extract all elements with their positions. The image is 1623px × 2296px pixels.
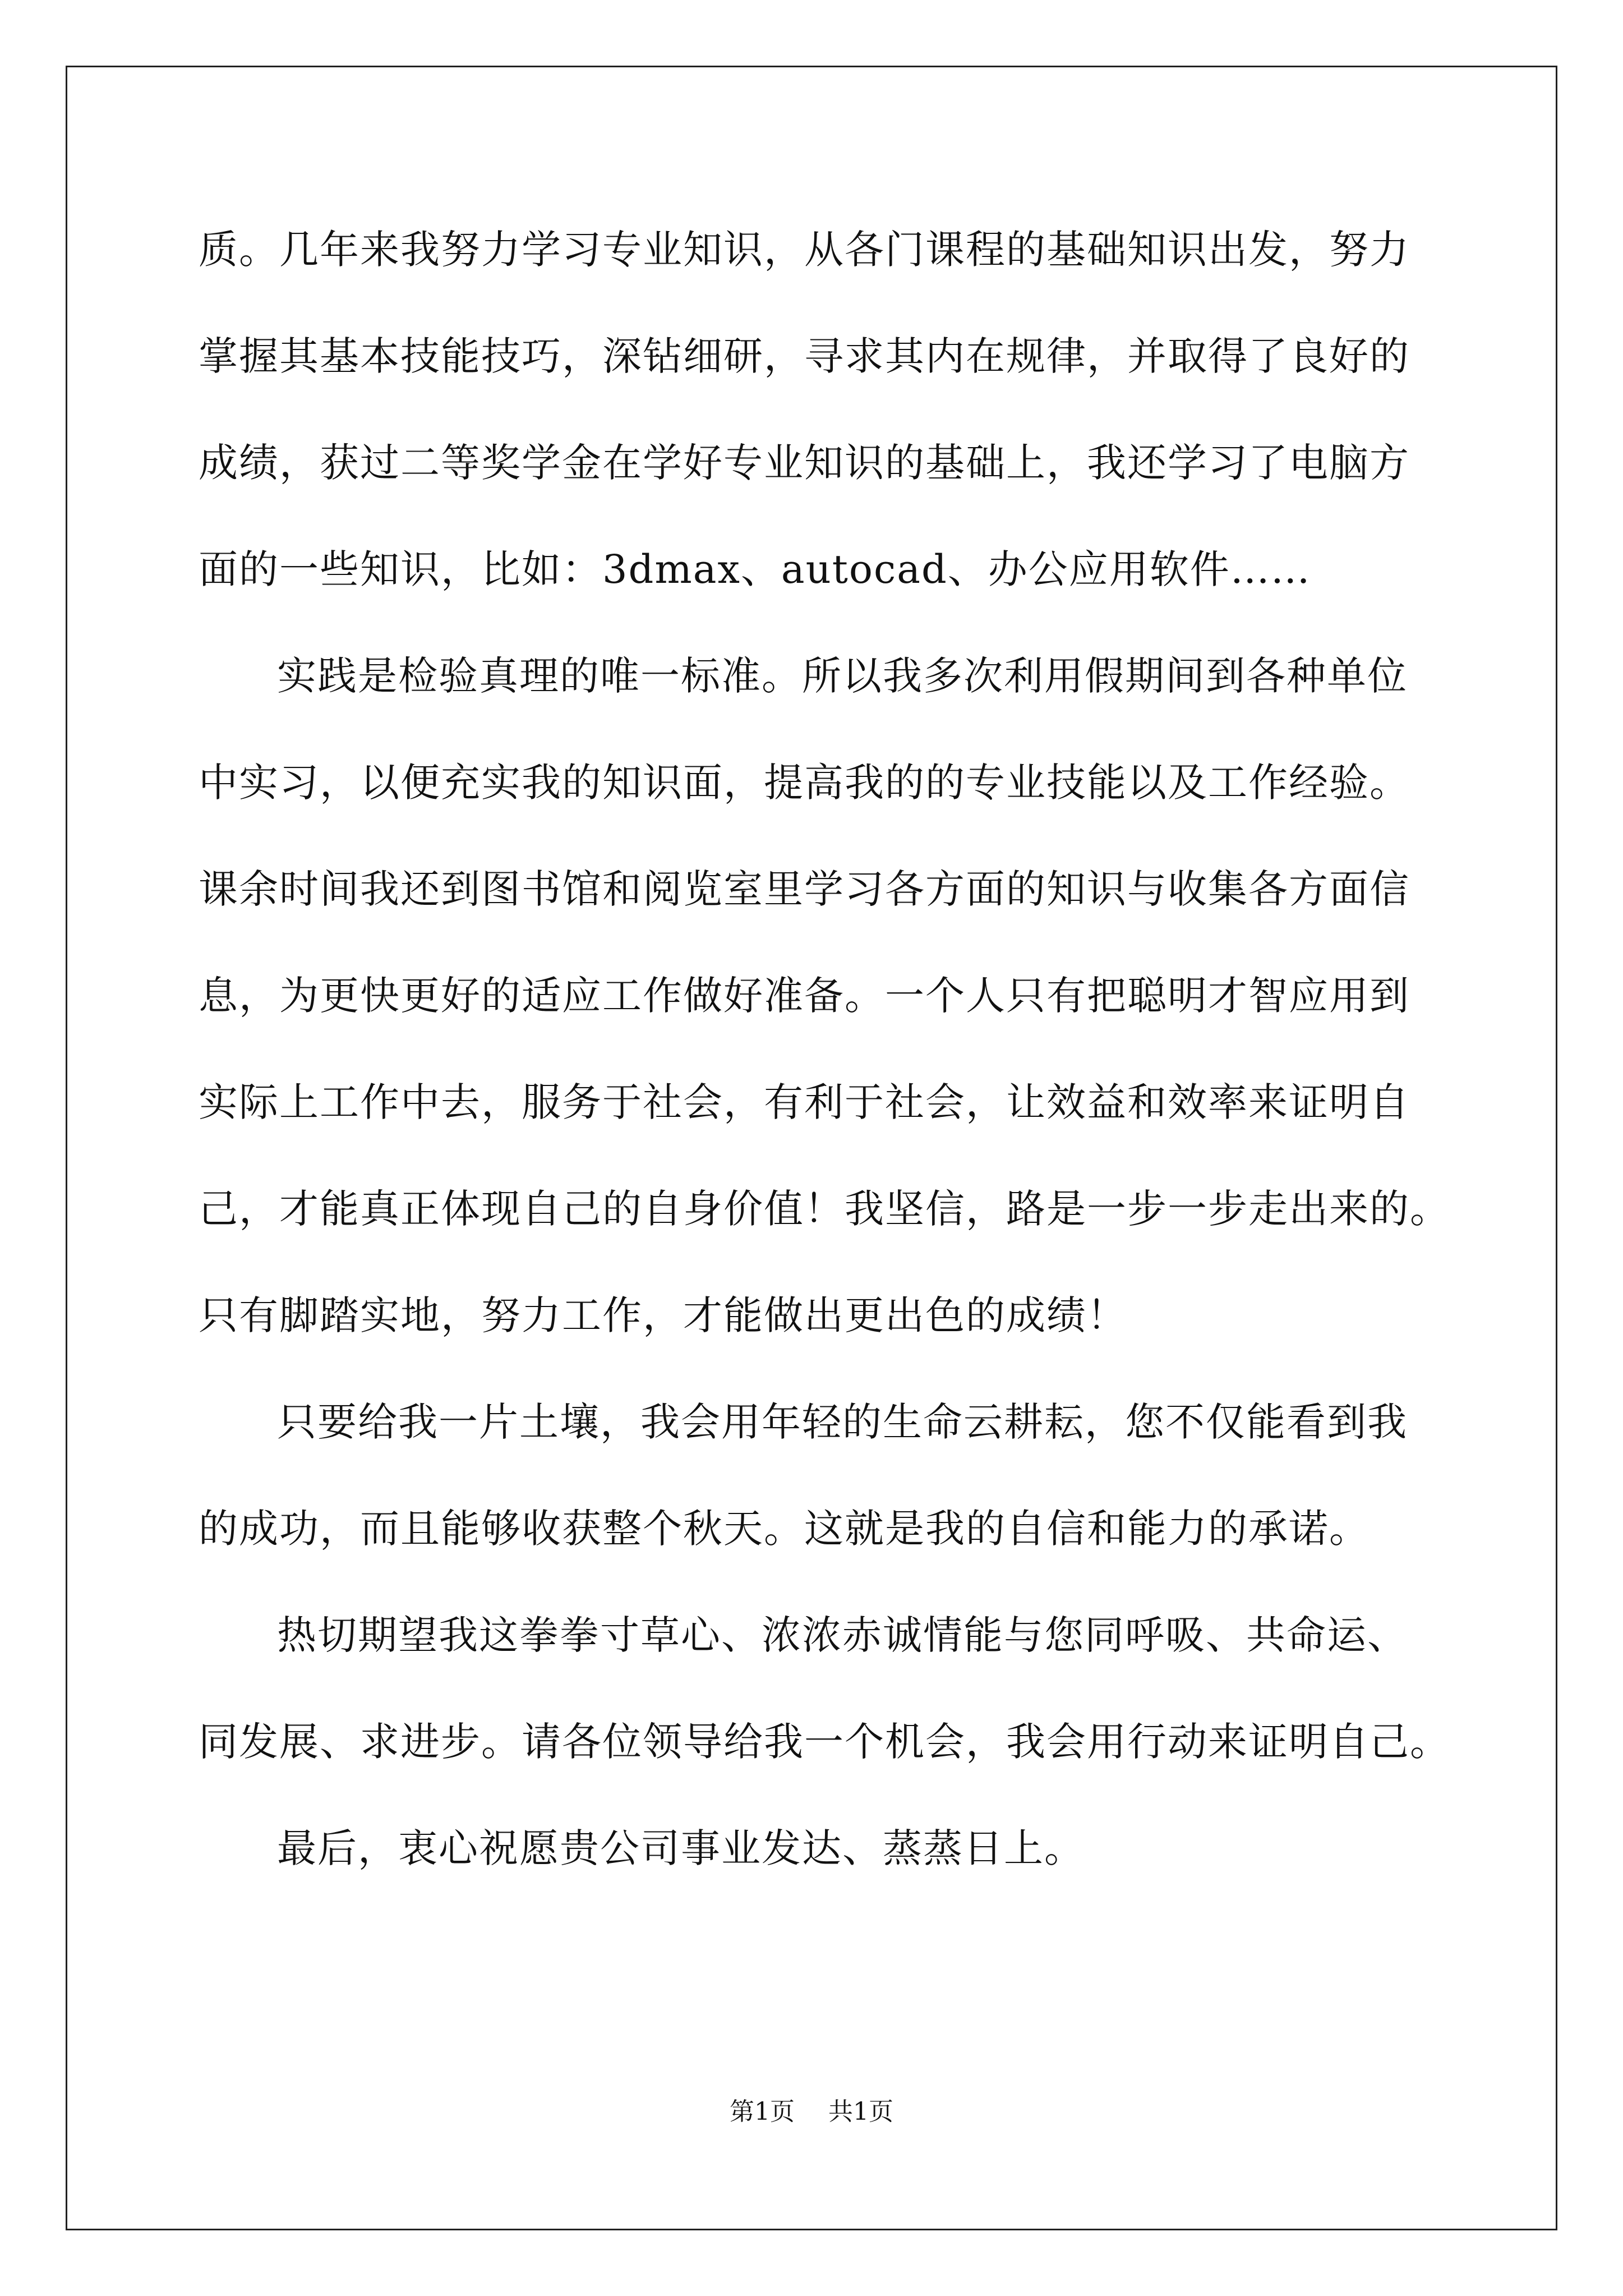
text-line: 掌握其基本技能技巧，深钻细研，寻求其内在规律，并取得了良好的 (199, 333, 1410, 379)
text-line: 的成功，而且能够收获整个秋天。这就是我的自信和能力的承诺。 (199, 1506, 1370, 1552)
text-line: 息，为更快更好的适应工作做好准备。一个人只有把聪明才智应用到 (199, 973, 1410, 1019)
text-line: 实际上工作中去，服务于社会，有利于社会，让效益和效率来证明自 (199, 1079, 1410, 1125)
page-footer (0, 2091, 1623, 2127)
text-line: 成绩，获过二等奖学金在学好专业知识的基础上，我还学习了电脑方 (199, 440, 1410, 486)
paragraph-start-line: 最后，衷心祝愿贵公司事业发达、蒸蒸日上。 (277, 1825, 1085, 1871)
text-line: 面的一些知识，比如：3dmax、autocad、办公应用软件…… (199, 546, 1311, 592)
page-total: 共1页 (828, 2097, 893, 2126)
paragraph-start-line: 只要给我一片土壤，我会用年轻的生命云耕耘，您不仅能看到我 (277, 1399, 1408, 1445)
text-line: 课余时间我还到图书馆和阅览室里学习各方面的知识与收集各方面信 (199, 866, 1410, 912)
page-number: 第1页 (730, 2097, 795, 2126)
paragraph-start-line: 热切期望我这拳拳寸草心、浓浓赤诚情能与您同呼吸、共命运、 (277, 1612, 1408, 1658)
text-line: 质。几年来我努力学习专业知识，从各门课程的基础知识出发，努力 (199, 227, 1410, 273)
text-line: 只有脚踏实地，努力工作，才能做出更出色的成绩！ (199, 1292, 1127, 1338)
paragraph-start-line: 实践是检验真理的唯一标准。所以我多次利用假期间到各种单位 (277, 653, 1408, 699)
text-line: 己，才能真正体现自己的自身价值！我坚信，路是一步一步走出来的。 (199, 1186, 1450, 1232)
text-line: 同发展、求进步。请各位领导给我一个机会，我会用行动来证明自己。 (199, 1719, 1450, 1765)
document-body (199, 216, 1450, 1921)
text-line: 中实习，以便充实我的知识面，提高我的的专业技能以及工作经验。 (199, 760, 1410, 806)
